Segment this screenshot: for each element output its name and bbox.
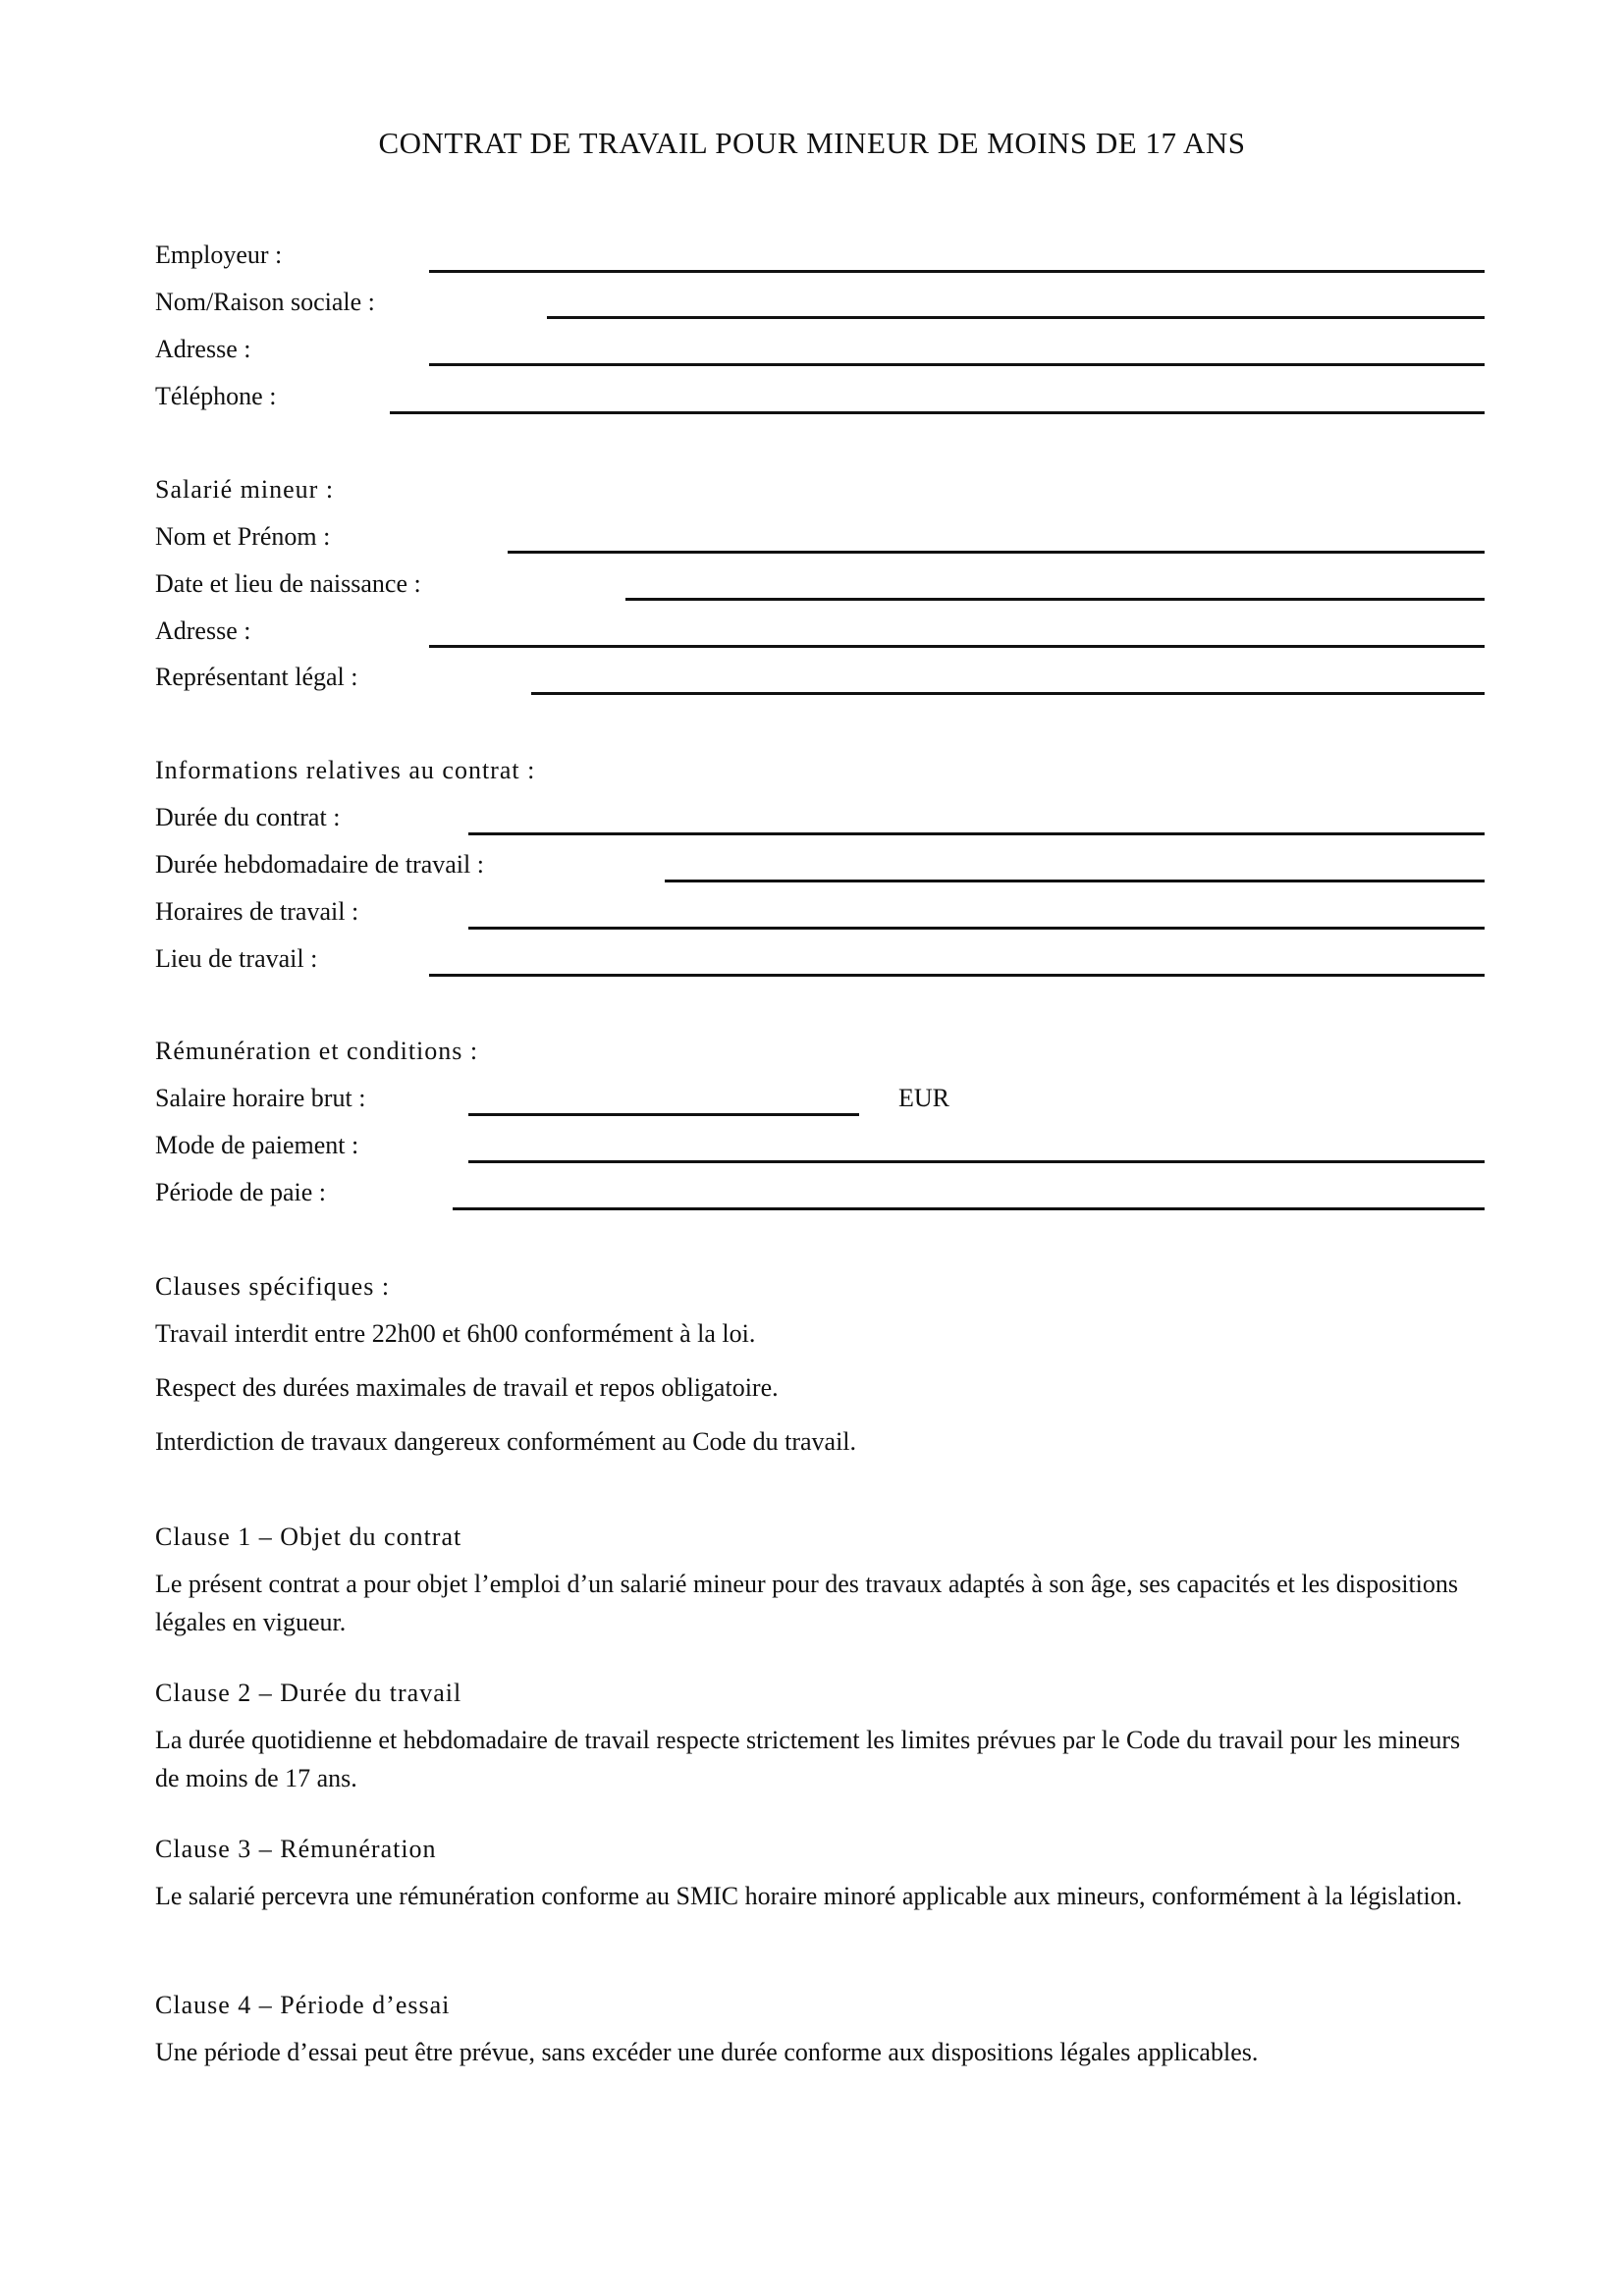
employee-address-label: Adresse : <box>155 616 251 645</box>
employee-name-field-line[interactable] <box>508 551 1485 554</box>
specific-item: Travail interdit entre 22h00 et 6h00 conformément à la loi. <box>155 1319 756 1348</box>
specific-item: Respect des durées maximales de travail et repos obligatoire. <box>155 1373 779 1402</box>
employee-guardian-field-line[interactable] <box>531 692 1485 695</box>
contract-hours-field-line[interactable] <box>468 927 1485 930</box>
employee-guardian-label: Représentant légal : <box>155 663 358 691</box>
pay-period-field-line[interactable] <box>453 1207 1485 1210</box>
clause-2-title: Clause 2 – Durée du travail <box>155 1679 462 1707</box>
employer-name-field-line[interactable] <box>547 316 1485 319</box>
employee-address-field-line[interactable] <box>429 645 1485 648</box>
employer-phone-label: Téléphone : <box>155 382 277 410</box>
contract-duration-label: Durée du contrat : <box>155 803 341 831</box>
pay-heading: Rémunération et conditions : <box>155 1037 479 1065</box>
employer-heading: Employeur : <box>155 240 283 269</box>
employer-field-line[interactable] <box>429 270 1485 273</box>
employee-birth-label: Date et lieu de naissance : <box>155 569 421 598</box>
employer-name-label: Nom/Raison sociale : <box>155 288 375 316</box>
clause-4-title: Clause 4 – Période d’essai <box>155 1991 451 2019</box>
contract-hours-label: Horaires de travail : <box>155 897 359 926</box>
clause-1-title: Clause 1 – Objet du contrat <box>155 1522 462 1551</box>
contract-weekly-label: Durée hebdomadaire de travail : <box>155 850 484 879</box>
pay-wage-field-line[interactable] <box>468 1113 859 1116</box>
pay-period-label: Période de paie : <box>155 1178 326 1206</box>
specific-item: Interdiction de travaux dangereux conformément au Code du travail. <box>155 1427 857 1456</box>
employer-address-field-line[interactable] <box>429 363 1485 366</box>
contract-place-label: Lieu de travail : <box>155 944 318 973</box>
employee-heading: Salarié mineur : <box>155 475 335 504</box>
employer-phone-field-line[interactable] <box>390 411 1485 414</box>
employer-address-label: Adresse : <box>155 335 251 363</box>
pay-wage-label: Salaire horaire brut : <box>155 1084 366 1112</box>
contract-heading: Informations relatives au contrat : <box>155 756 536 784</box>
contract-weekly-field-line[interactable] <box>665 880 1485 882</box>
clause-3-title: Clause 3 – Rémunération <box>155 1835 437 1863</box>
clause-4-text: Une période d’essai peut être prévue, sans excéder une durée conforme aux dispositions légales applicables. <box>155 2038 1259 2066</box>
specific-heading: Clauses spécifiques : <box>155 1272 391 1301</box>
pay-method-label: Mode de paiement : <box>155 1131 359 1159</box>
employee-birth-field-line[interactable] <box>625 598 1485 601</box>
pay-currency: EUR <box>898 1084 949 1112</box>
clause-2-text: La durée quotidienne et hebdomadaire de travail respecte strictement les limites prévues par le Code du travail pour les mineurs de moins de 17 ans. <box>155 1726 1461 1792</box>
contract-duration-field-line[interactable] <box>468 832 1485 835</box>
clause-3-text: Le salarié percevra une rémunération conforme au SMIC horaire minoré applicable aux mineurs, conformément à la législation. <box>155 1882 1463 1910</box>
document-title: CONTRAT DE TRAVAIL POUR MINEUR DE MOINS DE 17 ANS <box>378 126 1246 160</box>
pay-method-field-line[interactable] <box>468 1160 1485 1163</box>
employee-name-label: Nom et Prénom : <box>155 522 331 551</box>
clause-1-text: Le présent contrat a pour objet l’emploi d’un salarié mineur pour des travaux adaptés à son âge, ses capacités et les dispositions légales en vigueur. <box>155 1570 1459 1636</box>
contract-place-field-line[interactable] <box>429 974 1485 977</box>
